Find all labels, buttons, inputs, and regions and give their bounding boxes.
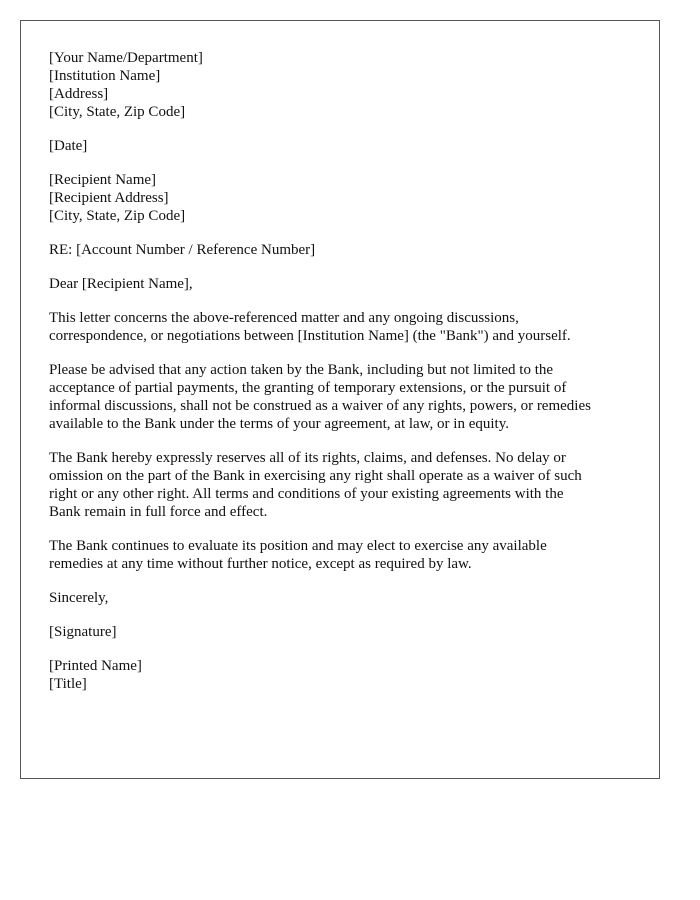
closing-block	[49, 589, 641, 607]
paragraph-line: The Bank continues to evaluate its position and may elect to exercise any available	[49, 538, 547, 554]
letter-page	[20, 20, 660, 779]
re-line-block	[49, 241, 641, 259]
sender-city-state-zip: [City, State, Zip Code]	[49, 104, 186, 120]
re-line: RE: [Account Number / Reference Number]	[49, 242, 316, 258]
sender-address: [Address]	[49, 86, 109, 102]
closing: Sincerely,	[49, 590, 109, 606]
signer-title: [Title]	[49, 676, 87, 692]
paragraph-line: acceptance of partial payments, the granting of temporary extensions, or the pursuit of	[49, 380, 567, 396]
salutation: Dear [Recipient Name],	[49, 276, 193, 292]
signer-printed-name: [Printed Name]	[49, 658, 142, 674]
letter-body	[49, 49, 641, 709]
sender-block	[49, 49, 641, 121]
paragraph-line: Bank remain in full force and effect.	[49, 504, 268, 520]
body-paragraph-1	[49, 309, 641, 345]
sender-name-department: [Your Name/Department]	[49, 50, 203, 66]
salutation-block	[49, 275, 641, 293]
recipient-address: [Recipient Address]	[49, 190, 169, 206]
date-block	[49, 137, 641, 155]
letter-date: [Date]	[49, 138, 88, 154]
recipient-name: [Recipient Name]	[49, 172, 157, 188]
paragraph-line: correspondence, or negotiations between [Institution Name] (the "Bank") and yourself.	[49, 328, 571, 344]
body-paragraph-3	[49, 449, 641, 521]
paragraph-line: The Bank hereby expressly reserves all of its rights, claims, and defenses. No delay or	[49, 450, 566, 466]
paragraph-line: remedies at any time without further notice, except as required by law.	[49, 556, 472, 572]
recipient-block	[49, 171, 641, 225]
signer-block	[49, 657, 641, 693]
signature-placeholder: [Signature]	[49, 624, 117, 640]
signature-block	[49, 623, 641, 641]
paragraph-line: available to the Bank under the terms of your agreement, at law, or in equity.	[49, 416, 509, 432]
paragraph-line: informal discussions, shall not be construed as a waiver of any rights, powers, or remedies	[49, 398, 591, 414]
paragraph-line: omission on the part of the Bank in exercising any right shall operate as a waiver of such	[49, 468, 582, 484]
paragraph-line: This letter concerns the above-referenced matter and any ongoing discussions,	[49, 310, 519, 326]
body-paragraph-2	[49, 361, 641, 433]
recipient-city-state-zip: [City, State, Zip Code]	[49, 208, 186, 224]
body-paragraph-4	[49, 537, 641, 573]
sender-institution: [Institution Name]	[49, 68, 161, 84]
paragraph-line: right or any other right. All terms and conditions of your existing agreements with the	[49, 486, 564, 502]
paragraph-line: Please be advised that any action taken by the Bank, including but not limited to the	[49, 362, 554, 378]
